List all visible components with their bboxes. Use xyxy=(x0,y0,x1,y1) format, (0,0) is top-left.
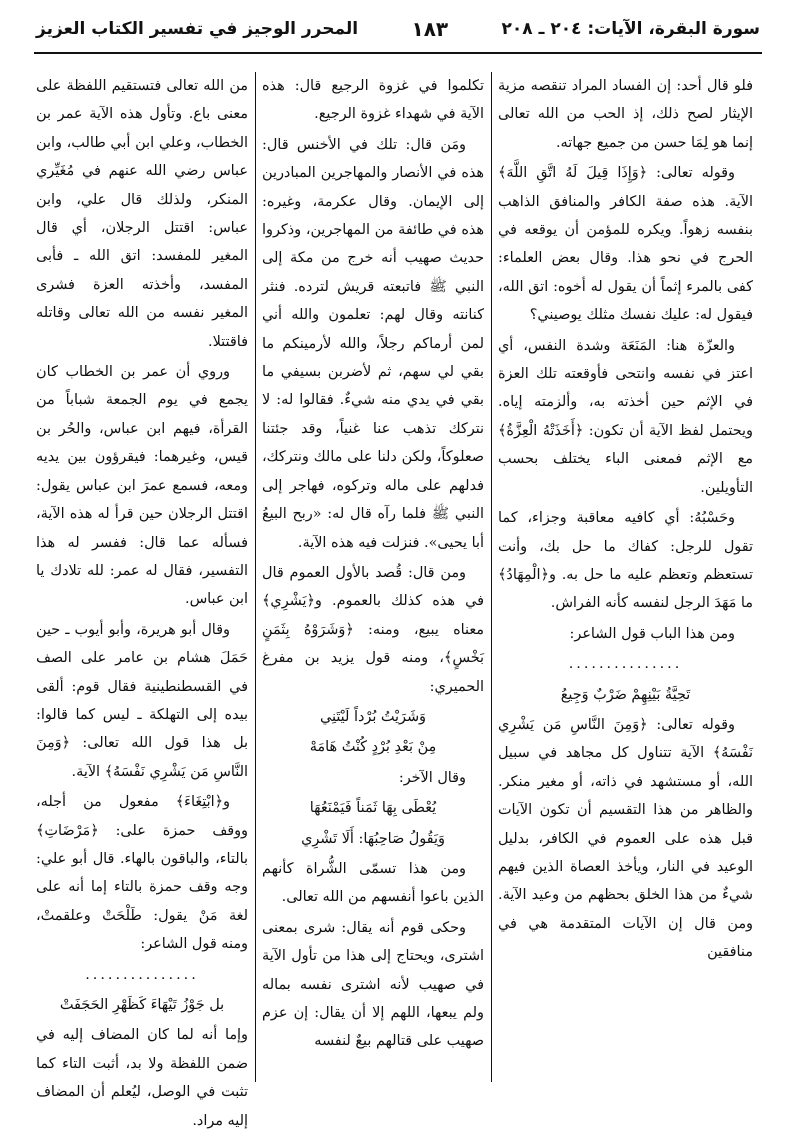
paragraph: ومن هذا الباب قول الشاعر: xyxy=(569,625,735,642)
poetry-verse: مِنْ بَعْدِ بُرْدٍ كُنْتُ هَامَهْ xyxy=(309,739,437,756)
paragraph: ومن قال: قُصد بالأول العموم قال في هذه كذلك بالعموم. و﴿يَشْرِي﴾ معناه يبيع، ومنه: ﴿وَشَرَوْهُ بِثَمَنٍ بَخْسٍ﴾، ومنه قول يزيد بن مفرغ الحميري: xyxy=(262,564,484,695)
paragraph: وقال أبو هريرة، وأبو أيوب ـ حين حَمَلَ هشام بن عامر على الصف في القسطنطينية فقال قوم: ألقى بيده إلى التهلكة ـ ليس كما قالوا: بل هذا قول الله تعالى: ﴿وَمِنَ النَّاسِ مَن يَشْرِي نَفْسَهُ﴾ الآية. xyxy=(36,621,248,780)
poetry-verse: وَيَقُولُ صَاحِبُهَا: أَلَا تَشْرِي xyxy=(301,830,445,847)
header-rule xyxy=(34,52,762,54)
paragraph: وحَسْبُهُ: أي كافيه معاقبة وجزاء، كما تقول للرجل: كفاك ما حل بك، وأنت تستعظم وتعظم عليه ما حل به. و﴿الْمِهَادُ﴾ ما مَهَدَ الرجل لنفسه كأنه الفراش. xyxy=(498,510,753,612)
poetry-verse: يُعْطَى بِهَا ثَمَناً فَيَمْنَعُهَا xyxy=(309,800,437,817)
paragraph: والعزّة هنا: المَنَعَة وشدة النفس، أي اعتز في نفسه وانتحى فأوقعته تلك العزة في الإثم حين أخذته به، وألزمته إياه. ويحتمل لفظ الآية أن تكون: ﴿أَخَذَتْهُ الْعِزَّةُ﴾ مع الإثم فمعنى الباء يختلف بحسب التأويلين. xyxy=(498,337,753,496)
column-middle xyxy=(262,72,484,1082)
paragraph: وقوله تعالى: ﴿وَإِذَا قِيلَ لَهُ اتَّقِ اللَّهَ﴾ الآية. هذه صفة الكافر والمنافق الذاهب بنفسه زهواً. ويكره للمؤمن أن يوقعه في الحرج في نحو هذا. وقال بعض العلماء: كفى بالمرء إثماً أن يقول له أخوه: اتق الله، فيقول له: عليك نفسك مثلك يوصيني؟ xyxy=(498,165,753,324)
paragraph: تكلموا في غزوة الرجيع قال: هذه الآية في شهداء غزوة الرجيع. xyxy=(262,78,484,123)
paragraph: وقال الآخر: xyxy=(398,769,466,786)
surah-reference: سورة البقرة، الآيات: ٢٠٤ ـ ٢٠٨ xyxy=(501,19,760,39)
paragraph: وروي أن عمر بن الخطاب كان يجمع في يوم الجمعة شباباً من القرأة، فيهم ابن عباس، والحُر بن قيس، وغيرهما: فيقرؤون بين يديه ومعه، فسمع عمرَ ابن عباس يقول: اقتتل الرجلان حين قرأ له هذه الآية، فسأله عما قال: ففسر له هذا التفسير، فقال له عمر: لله تلادك يا ابن عباس. xyxy=(36,364,248,608)
paragraph: فلو قال أحد: إن الفساد المراد تنقصه مزية الإيثار لصح ذلك، إذ الحب من الله تعالى إنما هو لِمَا حسن من جميع جهاته. xyxy=(498,78,753,151)
page-number: ١٨٣ xyxy=(411,17,449,41)
book-title: المحرر الوجيز في تفسير الكتاب العزيز xyxy=(36,19,359,39)
column-divider xyxy=(491,72,492,1082)
paragraph: وحكى قوم أنه يقال: شرى بمعنى اشترى، ويحتاج إلى هذا من تأول الآية في صهيب لأنه اشترى نفسه بماله ولم يبعها، اللهم إلا أن يقال: إن عزم صهيب على قتالهم بيعٌ لنفسه xyxy=(262,919,484,1050)
column-left xyxy=(36,72,248,1129)
page-header xyxy=(36,14,760,44)
poetry-verse: بل جَوْزُ تَيْهَاءَ كَظَهْرِ الحَجَفَتْ xyxy=(59,997,225,1013)
paragraph: وقوله تعالى: ﴿وَمِنَ النَّاسِ مَن يَشْرِي نَفْسَهُ﴾ الآية تتناول كل مجاهد في سبيل الله، أو مستشهد في ذاته، أو مغير منكر. والظاهر من هذا التقسيم أن تكون الآيات قبل هذه على العموم في الكافر، بدليل الوعيد في النار، ويأخذ العصاة الذين فيهم شيءٌ من هذا الخلق بحظهم من وعيد الآية. ومن قال إن الآيات المتقدمة هي في منافقين xyxy=(498,716,753,961)
paragraph: ومَن قال: تلك في الأخنس قال: هذه في الأنصار والمهاجرين المبادرين إلى الإيمان. وقال عكرمة، وغيره: هذه في طائفة من المهاجرين، وذكروا حديث صهيب أنه خرج من مكة إلى النبي ﷺ فاتبعته قريش لترده. فنثر كنانته وقال لهم: تعلمون والله أني لمن أرماكم رجلاً، والله لأرمينكم ما بقي لي سهم، ثم لأضربن بسيفي ما بقي في يدي منه شيءٌ. فقالوا له: لا نتركك تذهب عنا غنياً، وقد جئتنا صعلوكاً، ولكن دلنا على مالك ونتركك، فدلهم على ماله وتركوه، فهاجر إلى النبي ﷺ فلما رآه قال له: «ربح البيعُ أبا يحيى». فنزلت فيه هذه الآية. xyxy=(262,136,484,551)
column-divider xyxy=(255,72,256,1082)
paragraph: من الله تعالى فتستقيم اللفظة على معنى باع. وتأول هذه الآية عمر بن الخطاب، وعلي ابن أبي طالب، وابن عباس رضي الله عنهم في مُغَيِّري المنكر، ولذلك قال علي، وابن عباس: اقتتل الرجلان، أي قال المغير للمفسد: اتق الله ـ فأبى المفسد، وأخذته العزة فشرى المغير نفسه من الله تعالى وقاتله فاقتتلا. xyxy=(36,78,248,350)
paragraph: وإما أنه لما كان المضاف إليه في ضمن اللفظة ولا بد، أثبت التاء كما تثبت في الوصل، ليُعلم أن المضاف إليه مراد. xyxy=(36,1027,248,1129)
column-right xyxy=(498,72,753,1082)
paragraph: ومن هذا تسمّى الشُّراة كأنهم الذين باعوا أنفسهم من الله تعالى. xyxy=(262,860,484,906)
poetry-verse: تَحِيَّةُ بَيْنِهِمْ ضَرْبٌ وَجِيعُ xyxy=(560,686,691,703)
ellipsis-separator: ............... xyxy=(85,966,199,983)
ellipsis-separator: ............... xyxy=(568,656,683,673)
poetry-verse: وَشَرَيْتُ بُرْداً لَيْتَنِي xyxy=(320,708,426,725)
paragraph: و﴿ابْتِغَاءَ﴾ مفعول من أجله، ووقف حمزة على: ﴿مَرْضَاتِ﴾ بالتاء، والباقون بالهاء. قال أبو علي: وجه وقف حمزة بالتاء إما أنه على لغة مَنْ يقول: طَلْحَتْ وعلقمتْ، ومنه قول الشاعر: xyxy=(36,794,248,953)
